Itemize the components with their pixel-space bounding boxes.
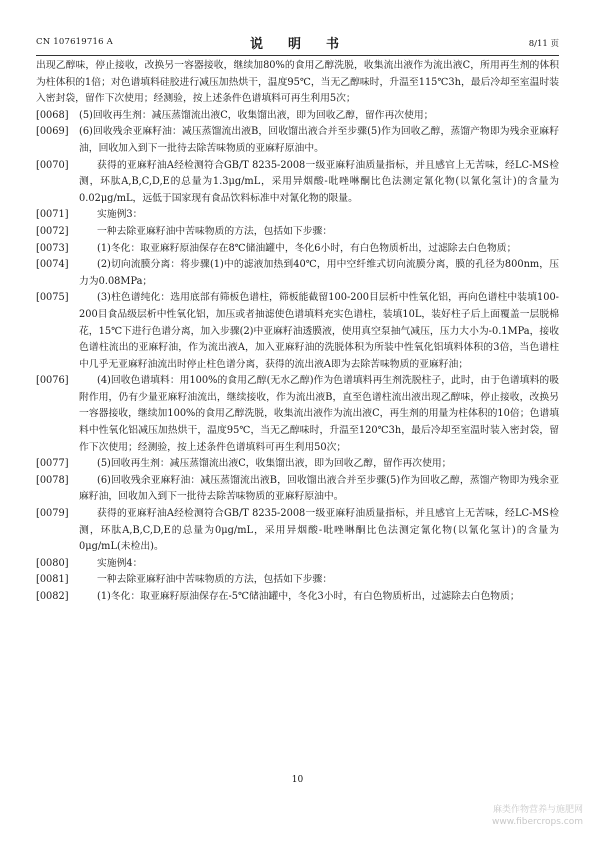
paragraph-number: [0070] xyxy=(36,159,69,171)
paragraph-text: 实施例4： xyxy=(97,557,143,569)
paragraph xyxy=(36,506,559,556)
watermark-line-1: 麻类作物营养与施肥网 xyxy=(492,805,583,815)
paragraph xyxy=(36,589,559,606)
paragraph-text: 一种去除亚麻籽油中苦味物质的方法，包括如下步骤： xyxy=(97,574,333,586)
paragraph-number: [0078] xyxy=(36,474,69,486)
paragraph-number: [0071] xyxy=(36,209,69,221)
paragraph-text: (4)回收色谱填料：用100%的食用乙醇(无水乙醇)作为色谱填料再生剂洗脱柱子，此时，由于色谱填料的吸附作用，仍有少量亚麻籽油流出，继续接收，作为流出液B，直至色谱柱流出液出现乙醇味，停止接收，改换另一容器接收，继续加100%的食用乙醇洗脱，收集流出液作为流出液C，再生剂的用量为柱体积的10倍；色谱填料中性氧化铝减压加热烘干，温度95℃，当无乙醇味时，升温至120℃3h，最后冷却至室温时装入密封袋，留作下次使用；经测验，按上述条件色谱填料可再生利用50次； xyxy=(79,375,559,453)
paragraph-text: (6)回收残余亚麻籽油：减压蒸馏流出液B，回收馏出液合并至步骤(5)作为回收乙醇，蒸馏产物即为残余亚麻籽油，回收加入到下一批待去除苦味物质的亚麻籽原油中。 xyxy=(79,126,559,154)
paragraph-number: [0082] xyxy=(36,591,69,602)
page-indicator: 8/11 页 xyxy=(528,39,559,49)
paragraph-number: [0073] xyxy=(36,242,69,254)
paragraph xyxy=(36,207,559,224)
paragraph xyxy=(36,224,559,241)
paragraph xyxy=(36,108,559,125)
paragraph-text: (5)回收再生剂：减压蒸馏流出液C，收集馏出液，即为回收乙醇，留作再次使用； xyxy=(97,458,452,470)
paragraph-text: 实施例3： xyxy=(97,209,143,221)
paragraph-text: (2)切向流膜分离：将步骤(1)中的滤液加热到40℃，用中空纤维式切向流膜分离，膜的孔径为800nm，压力为0.08MPa； xyxy=(79,259,559,287)
paragraph-number: [0081] xyxy=(36,574,69,586)
paragraph-text: 出现乙醇味，停止接收，改换另一容器接收，继续加80%的食用乙醇洗脱，收集流出液作为流出液C，所用再生剂的体积为柱体积的1倍；对色谱填料硅胶进行减压加热烘干，温度95℃，当无乙醇味时，升温至115℃3h，最后冷却至室温时装入密封袋，留作下次使用；经测验，按上述条件色谱填料可再生利用5次； xyxy=(36,60,559,105)
paragraph-number: [0075] xyxy=(36,292,69,304)
paragraph-text: (3)柱色谱纯化：选用底部有筛板色谱柱，筛板能截留100-200目层析中性氧化铝，再向色谱柱中装填100-200目食品级层析中性氧化铝，加压或者抽滤使色谱填料充实色谱柱，装填10L，装好柱子后上面覆盖一层脱棉花，15℃下进行色谱分离，加入步骤(2)中亚麻籽油透膜液，使用真空泵抽气减压，压力大小为-0.1MPa，接收色谱柱流出的亚麻籽油，作为流出液A，加入亚麻籽油的洗脱体积为所装中性氧化铝填料体积的3倍，当色谱柱中几乎无亚麻籽油流出时停止柱色谱分离，获得的流出液A即为去除苦味物质的亚麻籽油； xyxy=(79,292,559,370)
paragraph xyxy=(36,473,559,506)
paragraph-text: (5)回收再生剂：减压蒸馏流出液C，收集馏出液，即为回收乙醇，留作再次使用； xyxy=(79,109,434,121)
paragraph-number: [0069] xyxy=(36,126,69,138)
paragraph-number: [0076] xyxy=(36,375,69,387)
paragraph-text: 获得的亚麻籽油A经检测符合GB/T 8235-2008一级亚麻籽油质量指标，并且感官上无苦味，经LC-MS检测，环肽A,B,C,D,E的总量为0μg/mL，采用异烟酸-吡唑啉酮比色法测定氰化物(以氰化氢计)的含量为0μg/mL(未检出)。 xyxy=(79,508,559,553)
paragraph-text: (1)冬化：取亚麻籽原油保存在-5℃储油罐中，冬化3小时，有白色物质析出，过滤除去白色物质； xyxy=(97,591,520,602)
paragraph-number: [0072] xyxy=(36,225,69,237)
paragraph-number: [0079] xyxy=(36,508,69,520)
paragraph-number: [0080] xyxy=(36,557,69,569)
paragraph-number: [0074] xyxy=(36,259,69,271)
paragraph xyxy=(36,290,559,373)
paragraph xyxy=(36,58,559,108)
paragraph xyxy=(36,158,559,208)
page-header xyxy=(36,33,559,51)
paragraph-text: (6)回收残余亚麻籽油：减压蒸馏流出液B，回收馏出液合并至步骤(5)作为回收乙醇，蒸馏产物即为残余亚麻籽油，回收加入到下一批待去除苦味物质的亚麻籽原油中。 xyxy=(79,474,559,503)
paragraph xyxy=(36,556,559,573)
paragraph xyxy=(36,241,559,258)
header-divider xyxy=(36,55,559,56)
document-title: 说 明 书 xyxy=(249,37,345,52)
paragraph-number: [0068] xyxy=(36,109,69,121)
paragraph xyxy=(36,257,559,290)
paragraph xyxy=(36,456,559,473)
paragraph xyxy=(36,124,559,157)
watermark-line-2: www.fibercrops.com xyxy=(492,817,583,827)
paragraph-text: 一种去除亚麻籽油中苦味物质的方法，包括如下步骤： xyxy=(97,225,333,237)
paragraph-text: (1)冬化：取亚麻籽原油保存在8℃储油罐中，冬化6小时，有白色物质析出，过滤除去白色物质； xyxy=(97,242,517,254)
paragraph-text: 获得的亚麻籽油A经检测符合GB/T 8235-2008一级亚麻籽油质量指标，并且感官上无苦味，经LC-MS检测，环肽A,B,C,D,E的总量为1.3μg/mL，采用异烟酸-吡唑啉酮比色法测定氰化物(以氰化氢计)的含量为0.02μg/mL，远低于国家现有食品饮料标准中对氰化物的限量。 xyxy=(79,159,559,204)
paragraph-number: [0077] xyxy=(36,458,69,470)
watermark xyxy=(492,804,583,828)
patent-number: CN 107619716 A xyxy=(36,37,113,47)
page-number: 10 xyxy=(291,775,304,785)
document-body xyxy=(36,58,559,606)
paragraph xyxy=(36,572,559,589)
paragraph xyxy=(36,373,559,456)
